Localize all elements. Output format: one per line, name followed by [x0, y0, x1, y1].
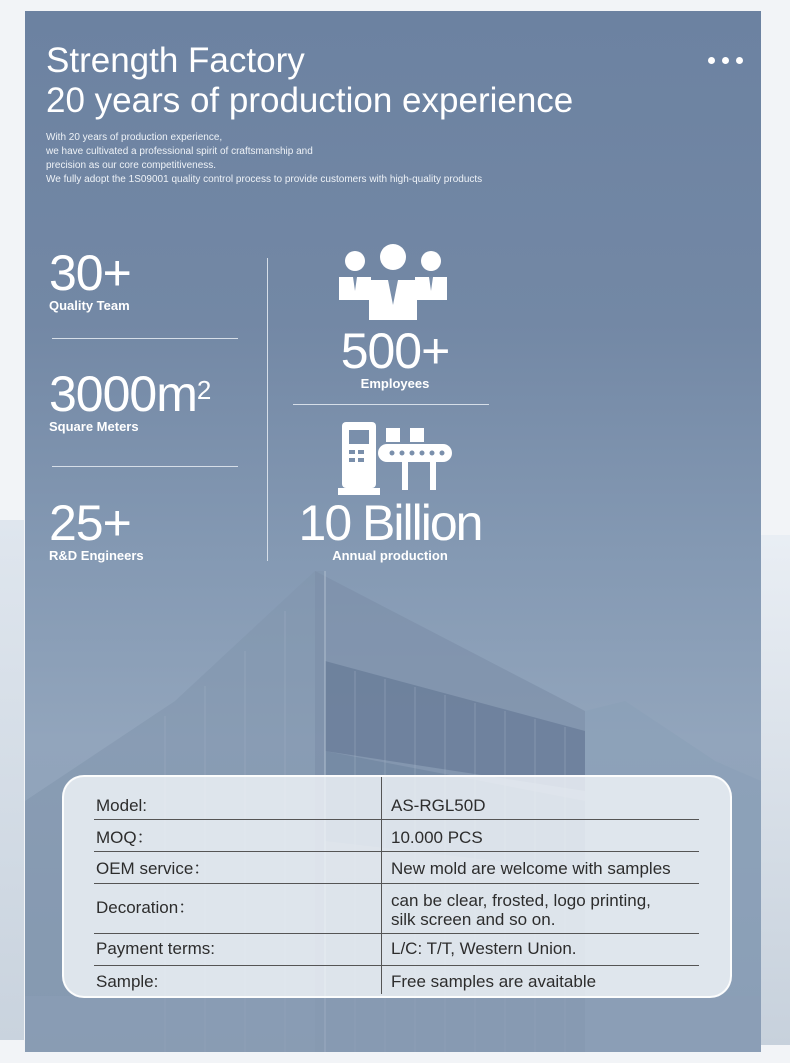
stat-label: Square Meters [49, 419, 139, 434]
spec-value-moq: 10.000 PCS [391, 828, 483, 847]
spec-value-oem: New mold are welcome with samples [391, 859, 671, 878]
stat-label: Quality Team [49, 298, 130, 313]
intro-line: We fully adopt the 1S09001 quality control process to provide customers with high-quality products [46, 174, 483, 185]
conveyor-machine-icon [338, 422, 456, 496]
table-row-divider [94, 851, 699, 852]
stat-value: 3000m [49, 366, 197, 422]
spec-key-payment: Payment terms: [96, 939, 216, 958]
page-title: Strength Factory [46, 41, 305, 80]
stat-rd-engineers [49, 495, 144, 563]
table-row-divider [94, 883, 699, 884]
spec-key-model: Model: [96, 796, 148, 815]
spec-value-payment: L/C: T/T, Western Union. [391, 939, 577, 958]
spec-value-sample: Free samples are avaitable [391, 972, 597, 991]
more-options-button[interactable] [708, 57, 744, 65]
stat-value: 500+ [340, 323, 450, 379]
intro-text [46, 131, 482, 187]
spec-key-sample: Sample: [96, 972, 159, 991]
spec-value-decoration-line2: silk screen and so on. [391, 910, 556, 929]
vertical-divider [267, 258, 268, 561]
intro-line: With 20 years of production experience, [46, 132, 223, 143]
table-column-divider [381, 777, 382, 994]
spec-value-model: AS-RGL50D [391, 796, 486, 815]
more-dots-icon [736, 57, 743, 64]
stat-quality-team [49, 245, 131, 313]
factory-panel [25, 11, 761, 1052]
more-dots-icon [708, 57, 715, 64]
background-edge-right [760, 535, 790, 1045]
intro-line: precision as our core competitiveness. [46, 160, 217, 171]
stat-label: R&D Engineers [49, 548, 144, 563]
spec-key-moq: MOQ： [96, 828, 154, 847]
spec-value-decoration-line1: can be clear, frosted, logo printing, [391, 891, 651, 910]
stat-value: 25+ [49, 495, 131, 551]
people-group-icon [336, 244, 450, 320]
spec-key-oem: OEM service： [96, 859, 211, 878]
stat-value: 10 Billion [298, 495, 482, 551]
stat-unit: 2 [196, 375, 211, 405]
intro-line: we have cultivated a professional spirit of craftsmanship and [46, 146, 313, 157]
stat-annual-production [295, 495, 485, 563]
page-subtitle: 20 years of production experience [46, 81, 574, 120]
divider [293, 404, 489, 405]
stat-label: Employees [360, 376, 430, 391]
stat-value: 30+ [49, 245, 131, 301]
table-row-divider [94, 819, 699, 820]
stat-employees [335, 323, 455, 391]
background-edge-left [0, 520, 24, 1040]
table-row-divider [94, 965, 699, 966]
divider [52, 338, 238, 339]
spec-key-decoration: Decoration： [96, 898, 196, 917]
stat-square-meters [49, 366, 211, 434]
spec-table [62, 775, 732, 998]
table-row-divider [94, 933, 699, 934]
more-dots-icon [722, 57, 729, 64]
divider [52, 466, 238, 467]
stat-label: Annual production [332, 548, 448, 563]
